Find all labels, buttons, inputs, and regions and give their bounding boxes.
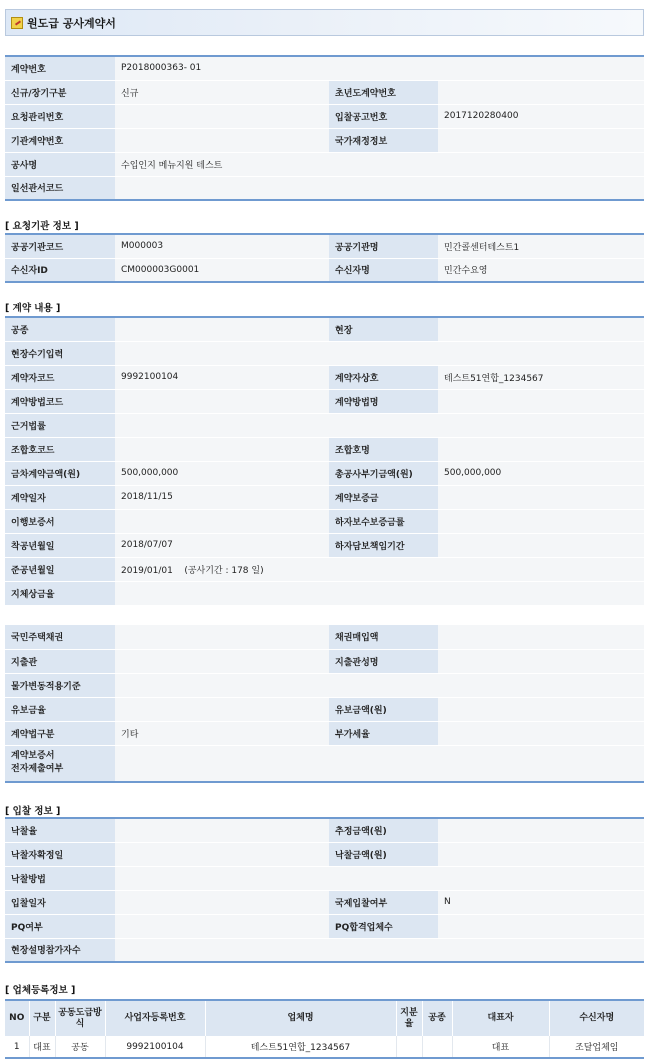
page-title-bar: [5, 9, 644, 36]
field-value: [438, 818, 644, 842]
field-label: 공공기관코드: [5, 234, 115, 258]
field-value: [438, 721, 644, 745]
vendor-table: [5, 999, 644, 1059]
field-value: CM000003G0001: [115, 258, 329, 282]
section-heading-bid: [ 입찰 정보 ]: [5, 806, 61, 817]
field-value: 9992100104: [115, 365, 329, 389]
field-label: 낙찰금액(원): [329, 842, 438, 866]
field-label: 총공사부기금액(원): [329, 461, 438, 485]
field-label: 계약자상호: [329, 365, 438, 389]
field-label: 수신자명: [329, 258, 438, 282]
field-label: 계약자코드: [5, 365, 115, 389]
field-label: 물가변동적용기준: [5, 673, 115, 697]
field-value: 2018/07/07: [115, 533, 329, 557]
field-label: 기관계약번호: [5, 128, 115, 152]
field-value: [115, 818, 329, 842]
table-row: [5, 649, 644, 673]
field-label: [5, 745, 115, 782]
section-heading-agency: [ 요청기관 정보 ]: [5, 221, 79, 232]
field-value: 2019/01/01 (공사기간 : 178 일): [115, 557, 644, 581]
table-row: [5, 234, 644, 258]
table-row: [5, 938, 644, 962]
table-row: [5, 509, 644, 533]
cell-kind: 대표: [29, 1036, 55, 1058]
agency-table: [5, 233, 644, 283]
field-label: 일선관서코드: [5, 176, 115, 200]
field-value: 500,000,000: [115, 461, 329, 485]
field-value: [438, 697, 644, 721]
cell-no: 1: [5, 1036, 29, 1058]
table-row: [5, 890, 644, 914]
cell-receiver: 조달업체임: [549, 1036, 644, 1058]
table-row: [5, 721, 644, 745]
field-label: PQ여부: [5, 914, 115, 938]
col-header-bizno: 사업자등록번호: [105, 1000, 205, 1036]
cell-method: 공동: [55, 1036, 105, 1058]
field-value: [115, 649, 329, 673]
table-header-row: [5, 1000, 644, 1036]
field-value: P2018000363- 01: [115, 56, 644, 80]
table-row: [5, 56, 644, 80]
field-value: [115, 673, 644, 697]
table-row: [5, 485, 644, 509]
table-row: [5, 557, 644, 581]
field-value: 2018/11/15: [115, 485, 329, 509]
field-value: [115, 341, 644, 365]
field-value: [115, 866, 644, 890]
header-line: 지분: [400, 1007, 418, 1018]
field-label: 현장: [329, 317, 438, 341]
col-header-no: NO: [5, 1000, 29, 1036]
table-row: [5, 437, 644, 461]
table-row: [5, 914, 644, 938]
field-label: 하자담보책임기간: [329, 533, 438, 557]
field-value: [438, 649, 644, 673]
field-label: 채권매입액: [329, 625, 438, 649]
table-row: [5, 673, 644, 697]
content-table: [5, 316, 644, 606]
col-header-kind: 구분: [29, 1000, 55, 1036]
field-value: [115, 413, 644, 437]
field-value: [438, 128, 644, 152]
field-label: 지체상금율: [5, 581, 115, 605]
field-label: 낙찰방법: [5, 866, 115, 890]
field-label: 부가세율: [329, 721, 438, 745]
table-row: [5, 80, 644, 104]
field-value: 테스트51연합_1234567: [438, 365, 644, 389]
table-row: [5, 365, 644, 389]
field-value: [115, 104, 329, 128]
field-label: 공공기관명: [329, 234, 438, 258]
content-extra-table: [5, 625, 644, 783]
label-line: 계약보증서: [11, 751, 55, 762]
field-label: 국가재정정보: [329, 128, 438, 152]
field-value: [115, 842, 329, 866]
section-heading-vendor: [ 업체등록정보 ]: [5, 985, 76, 996]
field-value: 기타: [115, 721, 329, 745]
field-value: [115, 625, 329, 649]
field-label: 조합호명: [329, 437, 438, 461]
table-row: [5, 413, 644, 437]
field-value: [115, 509, 329, 533]
bid-table: [5, 817, 644, 963]
field-label: 금차계약금액(원): [5, 461, 115, 485]
field-label: 공사명: [5, 152, 115, 176]
field-label: 현장수기입력: [5, 341, 115, 365]
col-header-receiver: 수신자명: [549, 1000, 644, 1036]
col-header-method: 공동도급방식: [55, 1000, 105, 1036]
cell-company: 테스트51연합_1234567: [205, 1036, 396, 1058]
field-label: 계약보증금: [329, 485, 438, 509]
field-label: 입찰공고번호: [329, 104, 438, 128]
field-value: M000003: [115, 234, 329, 258]
cell-rep: 대표: [452, 1036, 549, 1058]
section-heading-content: [ 계약 내용 ]: [5, 303, 61, 314]
cell-share: [396, 1036, 422, 1058]
field-label: 추정금액(원): [329, 818, 438, 842]
field-label: 하자보수보증금률: [329, 509, 438, 533]
table-row: [5, 258, 644, 282]
field-value: 민간수요영: [438, 258, 644, 282]
field-label: 공종: [5, 317, 115, 341]
table-row: [5, 866, 644, 890]
table-row: [5, 341, 644, 365]
field-label: 지출관: [5, 649, 115, 673]
field-value: 수입인지 메뉴지원 테스트: [115, 152, 644, 176]
field-label: 지출관성명: [329, 649, 438, 673]
table-row: [5, 461, 644, 485]
field-value: 민간콜센터테스트1: [438, 234, 644, 258]
field-value: [438, 842, 644, 866]
field-value: [115, 745, 644, 782]
field-label: 계약번호: [5, 56, 115, 80]
field-label: 국제입찰여부: [329, 890, 438, 914]
field-label: 낙찰율: [5, 818, 115, 842]
table-row: [5, 128, 644, 152]
field-value: 신규: [115, 80, 329, 104]
field-value: [115, 389, 329, 413]
cell-bizno: 9992100104: [105, 1036, 205, 1058]
field-value: [438, 485, 644, 509]
field-value: [115, 176, 644, 200]
field-label: 준공년월일: [5, 557, 115, 581]
field-value: [115, 437, 329, 461]
label-line: 전자제출여부: [11, 764, 64, 775]
table-row: [5, 842, 644, 866]
field-label: 요청관리번호: [5, 104, 115, 128]
field-value: [438, 509, 644, 533]
field-value: N: [438, 890, 644, 914]
page-title: 원도급 공사계약서: [27, 16, 116, 30]
field-label: 계약방법명: [329, 389, 438, 413]
table-row: [5, 104, 644, 128]
header-line: 율: [404, 1018, 414, 1029]
table-row: [5, 818, 644, 842]
field-value: [438, 317, 644, 341]
field-label: 수신자ID: [5, 258, 115, 282]
table-row: [5, 581, 644, 605]
table-row: [5, 625, 644, 649]
table-row: [5, 697, 644, 721]
contract-basic-table: [5, 55, 644, 201]
table-row: [5, 1036, 644, 1058]
table-row: [5, 389, 644, 413]
field-label: 입찰일자: [5, 890, 115, 914]
table-row: [5, 745, 644, 782]
field-value: 500,000,000: [438, 461, 644, 485]
field-label: 계약일자: [5, 485, 115, 509]
memo-icon: [11, 17, 23, 29]
field-value: [115, 317, 329, 341]
field-value: [438, 80, 644, 104]
col-header-company: 업체명: [205, 1000, 396, 1036]
field-value: [115, 697, 329, 721]
table-row: [5, 533, 644, 557]
field-label: 유보금율: [5, 697, 115, 721]
field-value: [115, 890, 329, 914]
field-label: PQ합격업체수: [329, 914, 438, 938]
col-header-share: [396, 1000, 422, 1036]
col-header-work: 공종: [422, 1000, 452, 1036]
field-value: [438, 625, 644, 649]
field-value: [115, 128, 329, 152]
field-label: 계약법구분: [5, 721, 115, 745]
field-label: 착공년월일: [5, 533, 115, 557]
table-row: [5, 176, 644, 200]
field-value: [438, 914, 644, 938]
field-value: [438, 389, 644, 413]
field-value: [115, 914, 329, 938]
field-value: [115, 581, 644, 605]
table-row: [5, 317, 644, 341]
cell-work: [422, 1036, 452, 1058]
field-label: 신규/장기구분: [5, 80, 115, 104]
field-value: 2017120280400: [438, 104, 644, 128]
col-header-rep: 대표자: [452, 1000, 549, 1036]
field-label: 낙찰자확정일: [5, 842, 115, 866]
field-label: 조합호코드: [5, 437, 115, 461]
field-value: [115, 938, 644, 962]
table-row: [5, 152, 644, 176]
field-label: 계약방법코드: [5, 389, 115, 413]
field-label: 국민주택채권: [5, 625, 115, 649]
field-label: 초년도계약번호: [329, 80, 438, 104]
field-label: 현장설명참가자수: [5, 938, 115, 962]
field-value: [438, 437, 644, 461]
field-label: 유보금액(원): [329, 697, 438, 721]
field-value: [438, 533, 644, 557]
field-label: 근거법률: [5, 413, 115, 437]
field-label: 이행보증서: [5, 509, 115, 533]
